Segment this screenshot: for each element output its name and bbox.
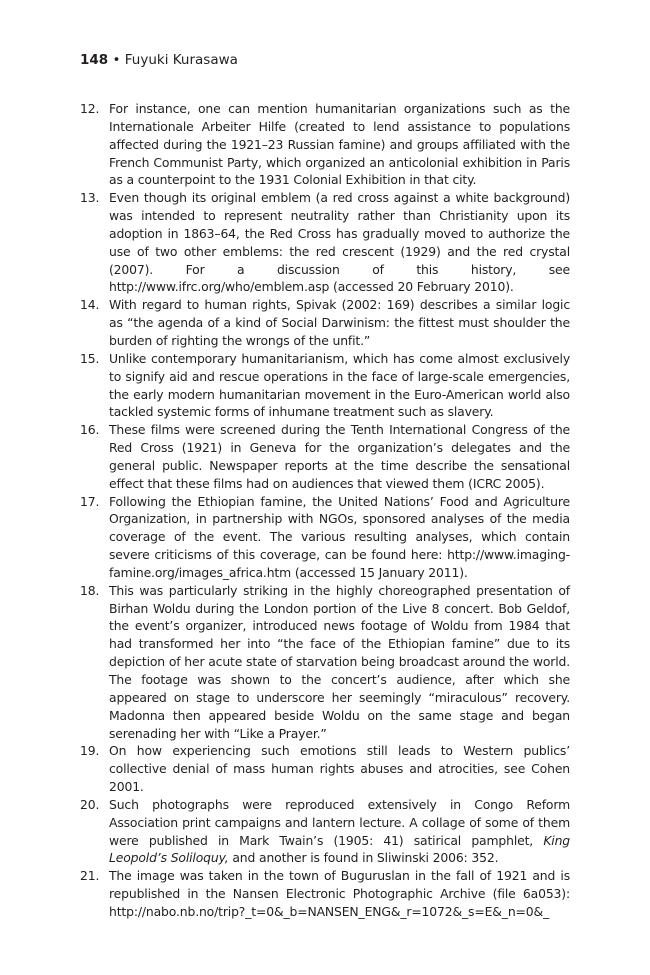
endnote-text: These films were screened during the Tenth International Congress of the Red Cross (1921) in Geneva for the organization’s delegates and the general public. Newspaper reports at the time describe the sensational effect that these films had on audiences that viewed them (ICRC 2005). xyxy=(109,422,570,491)
endnote-text: The image was taken in the town of Buguruslan in the fall of 1921 and is republished in the Nansen Electronic Photographic Archive (file 6a053): http://nabo.nb.no/trip?_t=0&_b=NANSEN_ENG&_r=1072&_s=E&_n=0&_ xyxy=(109,868,570,919)
endnote-12 xyxy=(80,100,570,189)
endnote-17 xyxy=(80,493,570,582)
endnote-14 xyxy=(80,296,570,350)
page-number: 148 xyxy=(80,52,109,68)
endnote-number: 19. xyxy=(80,743,100,759)
endnote-text: This was particularly striking in the highly choreographed presentation of Birhan Woldu during the London portion of the Live 8 concert. Bob Geldof, the event’s organizer, introduced news footage of Woldu from 1984 that had transformed her into “the face of the Ethiopian famine” due to its depiction of her acute state of starvation being broadcast around the world. The footage was shown to the concert’s audience, after which she appeared on stage to underscore her seemingly “miraculous” recovery. Madonna then appeared beside Woldu on the same stage and began serenading her with “Like a Prayer.” xyxy=(109,582,570,741)
endnote-text: Even though its original emblem (a red cross against a white background) was intended to represent neutrality rather than Christianity upon its adoption in 1863–64, the Red Cross has gradually moved to authorize the use of two other emblems: the red crescent (1929) and the red crystal (2007). For a discussion of this history, see http://www.ifrc.org/who/emblem.asp (accessed 20 February 2010). xyxy=(109,190,570,295)
endnote-number: 14. xyxy=(80,297,100,313)
endnote-16 xyxy=(80,421,570,492)
endnote-text: For instance, one can mention humanitarian organizations such as the Internationale Arbeiter Hilfe (created to lend assistance to populations affected during the 1921–23 Russian famine) and groups affiliated with the French Communist Party, which organized an anticolonial exhibition in Paris as a counterpoint to the 1931 Colonial Exhibition in that city. xyxy=(109,101,570,188)
endnote-text-end: and another is found in Sliwinski 2006: 352. xyxy=(228,850,499,866)
endnote-text: With regard to human rights, Spivak (2002: 169) describes a similar logic as “the agenda of a kind of Social Darwinism: the fittest must shoulder the burden of righting the wrongs of the unfit.” xyxy=(109,297,570,348)
endnote-13 xyxy=(80,189,570,296)
book-title-italic: King Leopold’s Soliloquy, xyxy=(109,832,570,866)
endnote-18 xyxy=(80,582,570,743)
endnotes-list xyxy=(80,100,570,921)
endnote-number: 20. xyxy=(80,796,100,812)
endnote-number: 17. xyxy=(80,493,100,509)
endnote-number: 21. xyxy=(80,868,100,884)
endnote-text-start: Such photographs were reproduced extensively in Congo Reform Association print campaigns and lantern lecture. A collage of some of them were published in Mark Twain’s (1905: 41) satirical pamphlet, xyxy=(109,796,570,848)
endnote-text: On how experiencing such emotions still leads to Western publics’ collective denial of mass human rights abuses and atrocities, see Cohen 2001. xyxy=(109,743,570,795)
endnote-text: Following the Ethiopian famine, the United Nations’ Food and Agriculture Organization, in partnership with NGOs, sponsored analyses of the media coverage of the event. The various resulting analyses, which contain severe criticisms of this coverage, can be found here: http://www.imaging-famine.org/images_africa.htm (accessed 15 January 2011). xyxy=(109,493,570,580)
endnote-21 xyxy=(80,867,570,921)
endnote-text xyxy=(109,796,570,867)
endnote-number: 13. xyxy=(80,190,100,206)
endnote-15 xyxy=(80,350,570,421)
endnote-number: 18. xyxy=(80,582,100,598)
running-header xyxy=(80,50,238,70)
header-separator: • xyxy=(112,52,121,68)
endnote-number: 12. xyxy=(80,101,100,116)
endnote-text: Unlike contemporary humanitarianism, which has come almost exclusively to signify aid and rescue operations in the face of large-scale emergencies, the early modern humanitarian movement in the Euro-American world also tackled systemic forms of inhumane treatment such as slavery. xyxy=(109,350,570,420)
endnote-number: 15. xyxy=(80,350,100,366)
endnote-19 xyxy=(80,742,570,796)
header-author: Fuyuki Kurasawa xyxy=(124,52,238,68)
endnote-number: 16. xyxy=(80,422,100,438)
endnote-20 xyxy=(80,796,570,867)
